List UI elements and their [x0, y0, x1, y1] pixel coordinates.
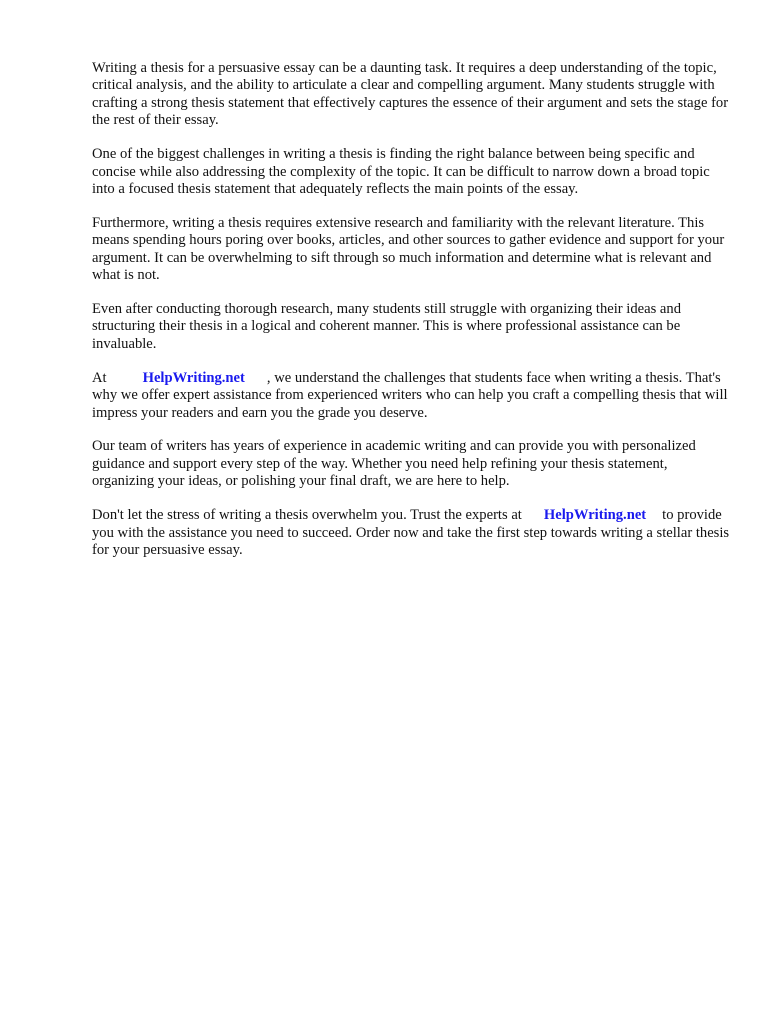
paragraph-intro: Writing a thesis for a persuasive essay can be a daunting task. It requires a deep understanding of the topic, critical analysis, and the ability to articulate a clear and compelling argument. Many students struggle with crafting a strong thesis statement that effectively captures the essence of their argument and sets the stage for the rest of their essay. — [92, 60, 729, 129]
paragraph-service-text: , we understand the challenges that students face when writing a thesis. That's why we offer expert assistance from experienced writers who can help you craft a compelling thesis that will impress your readers and earn you the grade you deserve. — [92, 369, 728, 421]
paragraph-service-prefix: At — [92, 369, 107, 386]
paragraph-cta — [92, 507, 732, 559]
paragraph-team: Our team of writers has years of experience in academic writing and can provide you with personalized guidance and support every step of the way. Whether you need help refining your thesis statement, organizing your ideas, or polishing your final draft, we are here to help. — [92, 438, 696, 490]
document-page — [92, 60, 732, 576]
helpwriting-link[interactable]: HelpWriting.net — [142, 369, 245, 386]
paragraph-service — [92, 370, 732, 422]
paragraph-challenges: One of the biggest challenges in writing a thesis is finding the right balance between being specific and concise while also addressing the complexity of the topic. It can be difficult to narrow down a broad topic into a focused thesis statement that adequately reflects the main points of the essay. — [92, 146, 710, 197]
helpwriting-link-cta[interactable]: HelpWriting.net — [543, 507, 647, 524]
paragraph-research: Furthermore, writing a thesis requires extensive research and familiarity with the relevant literature. This means spending hours poring over books, articles, and other sources to gather evidence and support for your argument. It can be overwhelming to sift through so much information and determine what is relevant and what is not. — [92, 214, 725, 284]
paragraph-cta-text: to provide you with the assistance you need to succeed. Order now and take the first step towards writing a stellar thesis for your persuasive essay. — [92, 507, 730, 558]
paragraph-cta-prefix: Don't let the stress of writing a thesis overwhelm you. Trust the experts at — [92, 507, 522, 524]
paragraph-organizing: Even after conducting thorough research, many students still struggle with organizing their ideas and structuring their thesis in a logical and coherent manner. This is where professional assistance can be invaluable. — [92, 300, 682, 352]
